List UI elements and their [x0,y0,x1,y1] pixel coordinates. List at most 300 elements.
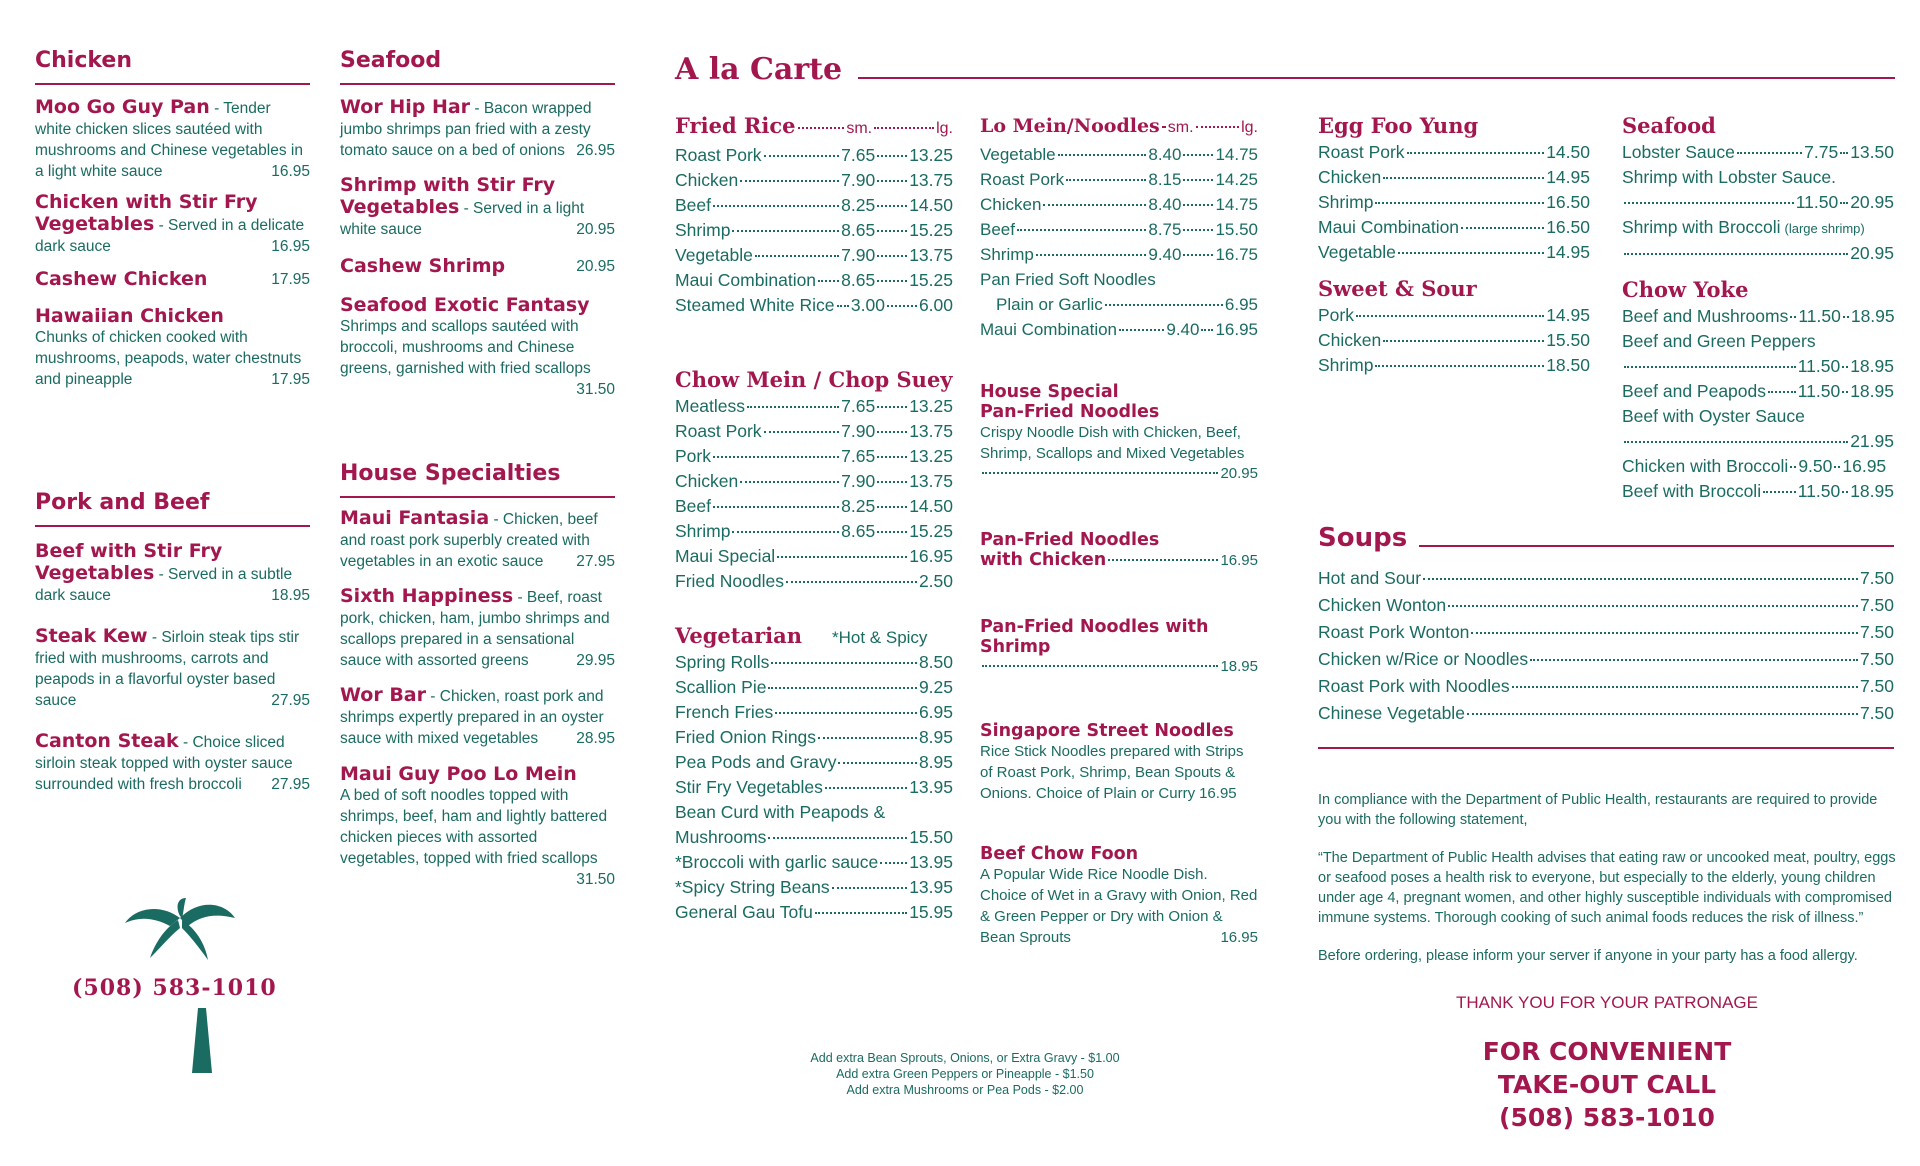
lo-mein-list [980,142,1258,267]
menu-row [675,243,953,268]
pan-fried-chicken-item [980,530,1258,571]
item-price: 15.50 [1546,330,1590,350]
item-price: 13.95 [909,877,953,897]
menu-row [675,193,953,218]
menu-row [675,675,953,700]
item-name: Maui Special [675,546,776,566]
item-name: Shrimp [980,245,1034,264]
phone-number-left: (508) 583-1010 [72,975,277,1001]
menu-row [675,419,953,444]
item-price-small: 9.50 [1798,456,1833,476]
item-price-small: 7.90 [841,245,876,265]
item-name: Scallion Pie [675,677,767,697]
item-price: 7.50 [1859,703,1894,723]
menu-row [1318,190,1590,215]
item-name: Beef and Green Peppers [1622,331,1816,351]
item-price-small: 11.50 [1797,481,1841,501]
item-price: 20.95 [576,258,615,275]
item-price-large: 13.25 [909,145,953,165]
menu-item [340,508,615,572]
menu-row [980,267,1258,292]
item-name: Chicken with Stir Fry Vegetables [35,191,258,235]
menu-row [1622,241,1894,266]
menu-item [35,626,310,711]
item-price-small: 11.50 [1797,381,1841,401]
extra-line: Add extra Green Peppers or Pineapple - $1.50 [836,1067,1094,1081]
item-price-large: 13.75 [909,245,953,265]
size-large-label: lg. [1241,119,1258,136]
item-price-large: 16.95 [1842,456,1887,476]
item-price: 7.50 [1859,649,1894,669]
chicken-heading: Chicken [35,48,310,85]
item-price: 18.50 [1546,355,1590,375]
item-price-large: 13.75 [909,170,953,190]
item-price: 7.50 [1859,595,1894,615]
section-title: Fried Rice [675,113,796,138]
menu-row [1622,429,1894,454]
item-name: Beef with Oyster Sauce [1622,406,1805,426]
item-name: French Fries [675,702,774,722]
item-name: Plain or Garlic [996,295,1103,314]
item-desc: - Tender white chicken slices sautéed with mushrooms and Chinese vegetables in a light white sauce [35,100,303,180]
item-price-small: 7.65 [841,446,876,466]
menu-item [35,731,310,795]
item-name: Steak Kew [35,625,148,647]
item-name: Beef [675,195,711,215]
hot-spicy-note: *Hot & Spicy [832,628,928,647]
menu-row [1318,140,1590,165]
takeout-call [1318,1035,1896,1134]
menu-item [340,97,615,161]
item-price-large: 18.95 [1850,306,1895,326]
item-name: Maui Combination [1318,217,1460,237]
item-desc: A bed of soft noodles topped with shrimps, beef, ham and lightly battered chicken pieces with assorted vegetables, topped with fried scallops [340,787,608,867]
thank-you-note: THANK YOU FOR YOUR PATRONAGE [1456,993,1758,1012]
menu-row [980,217,1258,242]
menu-row [1318,240,1590,265]
item-name: Maui Combination [980,320,1118,339]
lo-mein-column [980,112,1258,948]
menu-row [675,394,953,419]
item-price: 15.50 [909,827,953,847]
item-price-small: 8.25 [841,195,876,215]
item-name: Shrimp with Broccoli [1622,217,1781,237]
item-price-small: 7.65 [841,145,876,165]
item-price-small: 9.40 [1148,245,1182,264]
item-name: Beef and Peapods [1622,381,1767,401]
item-price-small: 7.90 [841,170,876,190]
menu-row [1318,303,1590,328]
item-name: Shrimp [675,521,731,541]
price-row [980,550,1258,571]
item-price-large: 15.25 [909,521,953,541]
item-price-small: 7.90 [841,421,876,441]
item-price-small: 11.50 [1798,306,1841,326]
item-desc: - Choice sliced sirloin steak topped with oyster sauce surrounded with fresh broccoli [35,734,293,793]
item-name: Shrimp [1318,192,1374,212]
menu-row [675,775,953,800]
menu-row [675,544,953,569]
item-price: 8.95 [918,752,953,772]
item-name: Roast Pork [980,170,1065,189]
extras-note [760,1050,1170,1098]
menu-row [675,143,953,168]
menu-row [1622,304,1894,329]
item-name: Maui Guy Poo Lo Mein [340,763,577,785]
item-name: Chicken [1318,330,1382,350]
item-price: 26.95 [576,142,615,159]
item-desc: - Chicken, roast pork and shrimps expertly prepared in an oyster sauce with mixed vegetables [340,688,604,747]
compliance-notice [1318,790,1896,966]
menu-item [340,175,615,240]
item-price-large: 13.25 [909,446,953,466]
lo-mein-heading [980,112,1258,142]
takeout-line: FOR CONVENIENT [1482,1037,1732,1066]
item-price: 28.95 [576,730,615,747]
item-price-small: 3.00 [850,295,885,315]
item-price: 14.50 [1546,142,1590,162]
item-name: Maui Fantasia [340,507,490,529]
item-name: *Broccoli with garlic sauce [675,852,879,872]
item-desc: - Chicken, beef and roast pork superbly created with vegetables in an exotic sauce [340,511,598,570]
compliance-intro: In compliance with the Department of Public Health, restaurants are required to provide you with the following statement, [1318,792,1878,828]
item-price: 7.50 [1859,568,1894,588]
menu-row [1318,328,1590,353]
menu-row [1318,215,1590,240]
chow-mein-list [675,394,953,594]
item-name: Pan-Fried Noodles [980,530,1160,550]
item-desc: - Bacon wrapped jumbo shrimps pan fried with a zesty tomato sauce on a bed of onions [340,100,592,159]
item-price-small: 7.65 [841,396,876,416]
menu-row [675,700,953,725]
item-price: 15.95 [909,902,953,922]
item-desc: - Served in a subtle dark sauce [35,566,293,604]
item-price: 6.95 [1224,295,1258,314]
item-desc: A Popular Wide Rice Noodle Dish. Choice of Wet in a Gravy with Onion, Red & Green Pepper or Dry with Onion & Bean Sprouts [980,866,1258,946]
item-name: Vegetable [980,145,1056,164]
item-name: Pan-Fried Noodles [980,402,1160,422]
item-price-small: 11.50 [1797,356,1841,376]
item-price: 18.95 [271,587,310,604]
menu-row [675,800,953,825]
extra-line: Add extra Mushrooms or Pea Pods - $2.00 [846,1083,1084,1097]
extra-line: Add extra Bean Sprouts, Onions, or Extra Gravy - $1.00 [810,1051,1120,1065]
item-name: Roast Pork Wonton [1318,622,1470,642]
item-price: 16.95 [271,238,310,255]
menu-item [35,305,310,390]
item-name: Hawaiian Chicken [35,305,224,327]
size-large-label: lg. [936,120,953,137]
menu-row [1318,592,1894,619]
menu-row [675,444,953,469]
menu-row [675,725,953,750]
vegetarian-list [675,650,953,800]
item-name: *Spicy String Beans [675,877,830,897]
menu-row [1622,165,1894,190]
item-name: Pan Fried Soft Noodles [980,270,1156,289]
item-desc: Crispy Noodle Dish with Chicken, Beef, Shrimp, Scallops and Mixed Vegetables [980,424,1245,462]
item-name: Roast Pork with Noodles [1318,676,1510,696]
item-price: 31.50 [576,381,615,398]
item-name: Chicken [675,471,739,491]
item-name: Fried Onion Rings [675,727,817,747]
item-price: 16.95 [1220,929,1258,946]
menu-row [1622,140,1894,165]
menu-item [340,586,615,671]
item-price: 18.95 [1220,658,1258,675]
item-price-small: 8.75 [1148,220,1182,239]
item-price-small: 8.25 [841,496,876,516]
menu-row [1622,454,1894,479]
chow-yoke-heading: Chow Yoke [1622,277,1749,302]
menu-row [1318,165,1590,190]
item-name: Moo Go Guy Pan [35,96,210,118]
menu-row [675,293,953,318]
price-row [980,464,1258,484]
menu-item [340,685,615,749]
item-name: Pan-Fried Noodles with Shrimp [980,617,1209,657]
menu-row [980,242,1258,267]
takeout-phone: (508) 583-1010 [1499,1103,1715,1132]
menu-item [35,97,310,182]
item-name: Cashew Shrimp [340,255,506,277]
vegetarian-heading [675,622,953,650]
item-price: 17.95 [271,371,310,388]
menu-row [675,900,953,925]
item-price-large: 15.25 [909,220,953,240]
item-price: 16.50 [1546,192,1590,212]
menu-row [675,494,953,519]
item-name: Hot and Sour [1318,568,1422,588]
item-name: Meatless [675,396,746,416]
item-price-small: 8.40 [1148,195,1182,214]
singapore-noodles-item [980,721,1258,804]
item-price: 2.50 [918,571,953,591]
item-price: 27.95 [271,692,310,709]
menu-row [1622,329,1894,354]
item-name: Cashew Chicken [35,268,208,290]
item-name: House Special [980,382,1119,402]
item-name: Beef with Stir Fry Vegetables [35,540,223,584]
menu-row [1318,353,1590,378]
soups-rule [1318,747,1894,749]
item-desc: - Beef, roast pork, chicken, ham, jumbo shrimps and scallops prepared in a sensational sauce with assorted greens [340,589,610,669]
item-price: 20.95 [1850,243,1894,263]
item-price-small: 8.40 [1148,145,1182,164]
menu-row [675,469,953,494]
item-price: 14.95 [1546,305,1590,325]
menu-row [675,218,953,243]
item-price-large: 20.95 [1850,192,1894,212]
item-price: 8.95 [918,727,953,747]
menu-row [1622,215,1894,241]
item-price: 27.95 [271,776,310,793]
takeout-line: TAKE-OUT CALL [1497,1070,1717,1099]
item-price: 27.95 [576,553,615,570]
item-price-large: 18.95 [1850,356,1894,376]
item-name: Chicken Wonton [1318,595,1447,615]
item-name: Sixth Happiness [340,585,514,607]
item-desc: - Served in a delicate dark sauce [35,217,305,255]
price-row [980,657,1258,677]
menu-item [35,192,310,257]
item-price: 17.95 [271,271,310,288]
allergy-notice: Before ordering, please inform your server if anyone in your party has a food allergy. [1318,948,1858,964]
item-price: 7.50 [1859,622,1894,642]
item-price: 20.95 [1220,465,1258,482]
item-name: Bean Curd with Peapods & [675,802,886,822]
item-price-large: 15.25 [909,270,953,290]
menu-item [340,256,615,278]
menu-row [675,850,953,875]
item-name: Chicken [980,195,1042,214]
item-price-small: 9.40 [1166,320,1200,339]
egg-foo-yung-column [1318,112,1590,378]
item-name: Beef and Mushrooms [1622,306,1789,326]
beef-chow-foon-item [980,844,1258,948]
menu-row [675,875,953,900]
menu-row [675,569,953,594]
menu-item [340,294,615,398]
menu-row [980,317,1258,342]
menu-row [1318,700,1894,727]
a-la-carte-rule [858,77,1895,79]
menu-row [1622,379,1894,404]
item-name: Wor Bar [340,684,426,706]
house-noodle-item [980,382,1258,484]
item-name: Beef with Broccoli [1622,481,1762,501]
soups-section [1318,523,1894,749]
chow-mein-heading: Chow Mein / Chop Suey [675,367,953,392]
egg-foo-yung-list [1318,140,1590,265]
item-price: 8.50 [918,652,953,672]
item-price-large: 14.50 [909,496,953,516]
menu-item [340,763,615,888]
item-price: 7.50 [1859,676,1894,696]
item-price-large: 13.75 [909,471,953,491]
house-specialties-heading: House Specialties [340,461,615,498]
item-desc: - Served in a light white sauce [340,200,585,238]
item-price: 13.95 [909,852,953,872]
item-name: Beef [980,220,1015,239]
item-name: Roast Pork [675,421,762,441]
item-name: Shrimp with Stir Fry Vegetables [340,174,556,218]
item-name: Beef [675,496,711,516]
item-name: Beef Chow Foon [980,844,1139,864]
item-price-large: 13.25 [909,396,953,416]
sweet-sour-list [1318,303,1590,378]
item-name: Pea Pods and Gravy [675,752,837,772]
item-name: Maui Combination [675,270,817,290]
item-price-large: 18.95 [1850,481,1894,501]
item-price-large: 13.75 [909,421,953,441]
item-name: Seafood Exotic Fantasy [340,294,590,316]
menu-row [675,825,953,850]
item-price-large: 16.75 [1215,245,1258,264]
seafood-column [340,0,615,890]
item-price-large: 18.95 [1850,381,1894,401]
item-name: Roast Pork [675,145,762,165]
menu-row [1622,190,1894,215]
item-price: 29.95 [576,652,615,669]
menu-row [1622,479,1894,504]
item-name: Pork [1318,305,1354,325]
seafood-heading: Seafood [340,48,615,85]
item-name: Fried Noodles [675,571,784,591]
item-desc: Chunks of chicken cooked with mushrooms, peapods, water chestnuts and pineapple [35,329,302,388]
item-name: Stir Fry Vegetables [675,777,823,797]
item-price: 20.95 [576,221,615,238]
item-price-large: 14.25 [1215,170,1258,189]
item-name: Shrimp [1318,355,1374,375]
item-name: Chicken w/Rice or Noodles [1318,649,1529,669]
item-desc: Rice Stick Noodles prepared with Strips of Roast Pork, Shrimp, Bean Spouts & Onions. Choice of Plain or Curry [980,743,1244,802]
menu-row [980,142,1258,167]
sweet-sour-heading: Sweet & Sour [1318,276,1477,301]
a-la-carte-heading [675,52,1895,87]
item-price-large: 14.50 [909,195,953,215]
item-price-small: 7.75 [1804,142,1839,162]
item-price: 16.95 [1220,552,1258,569]
item-name: General Gau Tofu [675,902,813,922]
item-name: Canton Steak [35,730,179,752]
vegetarian-list-2 [675,825,953,925]
chicken-column [35,0,310,795]
fried-rice-column [675,112,953,925]
menu-row [980,292,1258,317]
item-price-large: 15.50 [1215,220,1258,239]
menu-row [980,167,1258,192]
menu-row [675,650,953,675]
item-name: with Chicken [980,550,1107,570]
item-price-large: 6.00 [918,295,953,315]
item-name: Vegetable [1318,242,1396,262]
menu-row [1318,673,1894,700]
item-desc: Shrimps and scallops sautéed with broccoli, mushrooms and Chinese greens, garnished with fried scallops [340,318,591,377]
item-name: Shrimp [675,220,731,240]
menu-row [1318,646,1894,673]
section-title: Soups [1318,523,1408,553]
item-price-small: 11.50 [1795,192,1839,212]
menu-row [1622,404,1894,429]
menu-row [675,168,953,193]
item-desc: - Sirloin steak tips stir fried with mushrooms, carrots and peapods in a flavorful oyster based sauce [35,629,300,709]
item-price-large: 13.50 [1850,142,1894,162]
item-price-large: 14.75 [1215,195,1258,214]
seafood-2-heading: Seafood [1622,113,1716,138]
soups-list [1318,565,1894,727]
a-la-carte-title: A la Carte [675,52,843,87]
item-name: Lobster Sauce [1622,142,1735,162]
item-name: Pork [675,446,711,466]
item-price-large: 16.95 [1215,320,1258,339]
item-price: 16.50 [1546,217,1590,237]
menu-row [675,268,953,293]
item-name: Vegetable [675,245,753,265]
item-price-small: 7.90 [841,471,876,491]
item-price-small: 8.65 [841,220,876,240]
item-note: (large shrimp) [1784,221,1865,236]
item-name: Shrimp with Lobster Sauce. [1622,167,1836,187]
item-name: Steamed White Rice [675,295,835,315]
item-name: Wor Hip Har [340,96,471,118]
item-price: 14.95 [1546,167,1590,187]
menu-row [980,192,1258,217]
pan-fried-shrimp-item [980,617,1258,677]
item-name: Mushrooms [675,827,767,847]
pork-beef-heading: Pork and Beef [35,490,310,527]
item-price: 21.95 [1850,431,1894,451]
